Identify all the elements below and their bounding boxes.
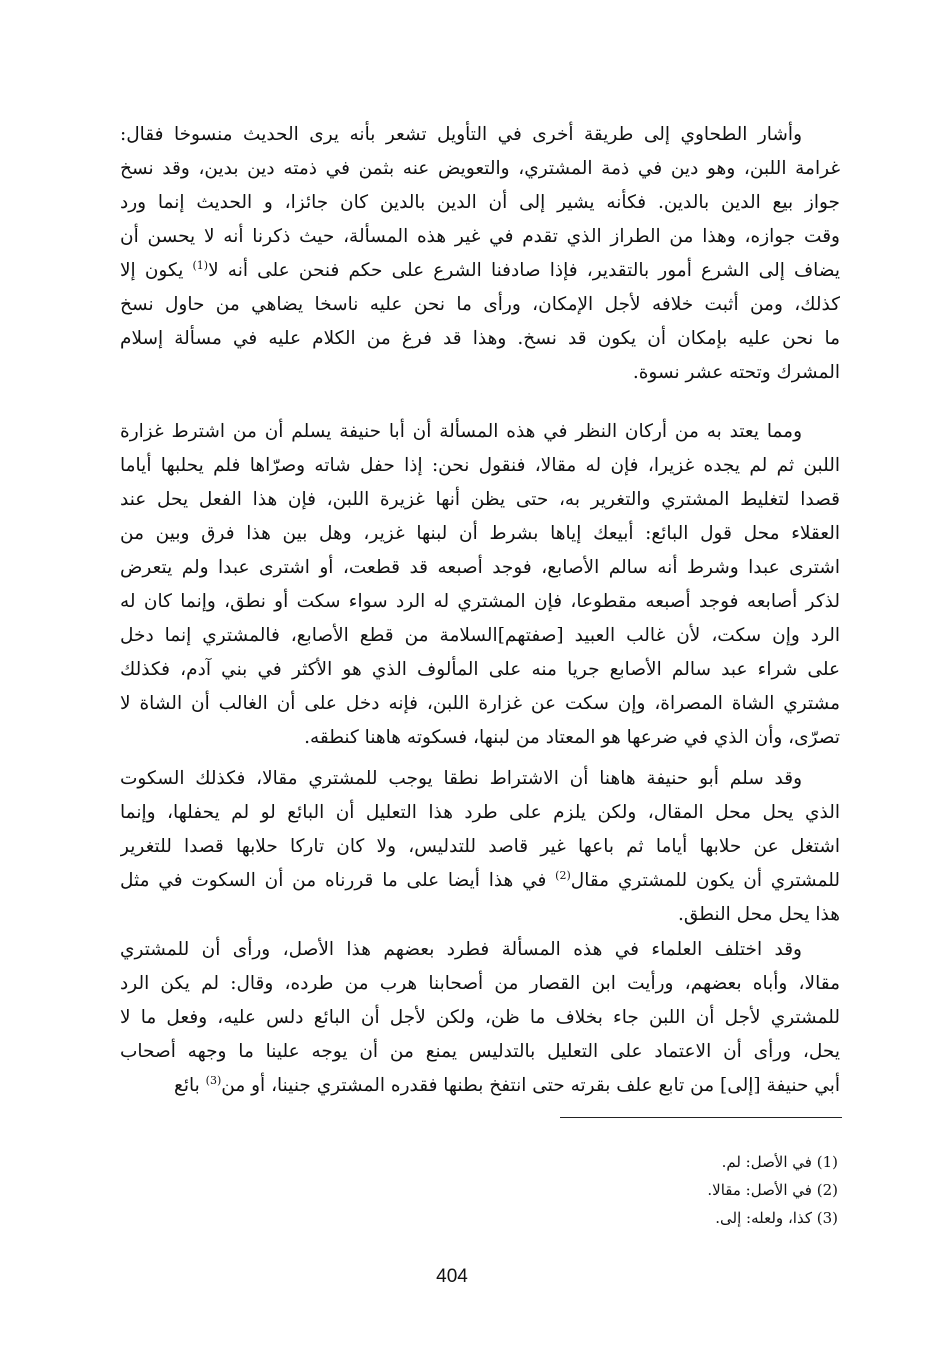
line-text: وأشار الطحاوي إلى طريقة أخرى في التأويل تشعر بأنه يرى الحديث منسوخا فقال: bbox=[120, 124, 802, 145]
text-line bbox=[120, 356, 840, 390]
line-text: مشتري الشاة المصراة، وإن سكت عن غزارة اللبن، فإنه دخل على أن الغالب أن الشاة لا bbox=[120, 693, 840, 714]
text-line bbox=[120, 967, 840, 1001]
line-text: كذلك، ومن أثبت خلافه لأجل الإمكان، ورأى ما نحن عليه ناسخا يضاهي من حاول نسخ bbox=[120, 294, 840, 315]
paragraph-1 bbox=[120, 118, 840, 390]
line-text: الرد وإن سكت، لأن غالب العبيد [صفتهم]السلامة من قطع الأصابع، فالمشتري إنما دخل bbox=[120, 625, 840, 646]
text-line bbox=[120, 796, 840, 830]
footnote-marker: (3) bbox=[205, 1073, 222, 1087]
line-text: وقت جوازه، وهذا من الطراز الذي تقدم في غير هذه المسألة، حيث ذكرنا أنه لا يحسن أن bbox=[120, 226, 840, 247]
line-text: اللبن ثم لم يجده غزيرا، فإن له مقالا، فنقول نحن: إذا حفل شاته وصرّاها فلم يحلبها أياما bbox=[120, 455, 840, 476]
line-text: غرامة اللبن، وهو دين في ذمة المشتري، والتعويض عنه بثمن في ذمته دين بدين، وقد نسخ bbox=[120, 158, 840, 179]
text-line bbox=[120, 898, 840, 932]
line-text: ومما يعتد به من أركان النظر في هذه المسألة أن أبا حنيفة يسلم أن من اشترط غزارة bbox=[120, 421, 802, 442]
line-text: هذا يحل محل النطق. bbox=[677, 904, 840, 925]
text-line bbox=[120, 864, 840, 898]
paragraph-2 bbox=[120, 415, 840, 755]
footnote-1: (1) في الأصل: لم. bbox=[721, 1153, 838, 1171]
line-text: للمشتري أن يكون للمشتري مقال bbox=[570, 870, 840, 891]
text-line bbox=[120, 1035, 840, 1069]
paragraph-3 bbox=[120, 762, 840, 932]
text-line bbox=[120, 830, 840, 864]
line-text: يكون إلا bbox=[120, 260, 193, 281]
text-line bbox=[120, 254, 840, 288]
text-line bbox=[120, 118, 840, 152]
page-number: 404 bbox=[436, 1266, 468, 1287]
footnote-marker: (1) bbox=[192, 258, 209, 272]
line-text: الذي يحل محل المقال، ولكن يلزم على طرد هذا التعليل أن البائع لو لم يحفلها، وإنما bbox=[120, 802, 840, 823]
footnote-3: (3) كذا، ولعله: إلى. bbox=[715, 1209, 838, 1227]
text-line bbox=[120, 483, 840, 517]
line-text: العقلاء محل قول البائع: أبيعك إياها بشرط أن لبنها غزير، وهل بين هذا فرق وبين من bbox=[120, 523, 840, 544]
line-text: يضاف إلى الشرع أمور بالتقدير، فإذا صادفنا الشرع على حكم فنحن على أنه لا bbox=[208, 260, 840, 281]
line-text: يحل، ورأى أن الاعتماد على التعليل بالتدليس يمنع من أن يوجه علينا ما وجهه أصحاب bbox=[120, 1041, 840, 1062]
line-text: للمشتري لأجل أن اللبن جاء بخلاف ما ظن، ولكن لأجل أن البائع دلس عليه، وفعل ما لا bbox=[120, 1007, 840, 1028]
text-line bbox=[120, 288, 840, 322]
footnotes bbox=[707, 1148, 838, 1232]
text-line bbox=[120, 322, 840, 356]
text-line bbox=[120, 517, 840, 551]
line-text: تصرّى، وأن الذي في ضرعها هو المعتاد من لبنها، فسكوته هاهنا كنطقه. bbox=[304, 727, 840, 748]
line-text: لذكر أصابعه فوجد أصبعه مقطوعا، فإن المشتري له الرد سواء سكت أو نطق، وإنما كان له bbox=[120, 591, 840, 612]
line-text: جواز بيع الدين بالدين. فكأنه يشير إلى أن الدين بالدين كان جائزا، و الحديث إنما ورد bbox=[120, 192, 840, 213]
text-line bbox=[120, 415, 840, 449]
text-line bbox=[120, 152, 840, 186]
line-text: المشرك وتحته عشر نسوة. bbox=[632, 362, 840, 383]
line-text: قصدا لتغليط المشتري والتغرير به، حتى يظن أنها غزيرة اللبن، فإن هذا الفعل يحل عند bbox=[120, 489, 840, 510]
text-line bbox=[120, 449, 840, 483]
footnote-marker: (2) bbox=[555, 868, 571, 882]
line-text: وقد سلم أبو حنيفة هاهنا أن الاشتراط نطقا يوجب للمشتري مقالا، فكذلك السكوت bbox=[120, 768, 802, 789]
text-line bbox=[120, 933, 840, 967]
line-text: وقد اختلف العلماء في هذه المسألة فطرد بعضهم هذا الأصل، ورأى أن للمشتري bbox=[120, 939, 802, 960]
line-text: مقالا، وأباه بعضهم، ورأيت ابن القصار من أصحابنا هرب من طرده، وقال: لم يكن الرد bbox=[120, 973, 840, 994]
line-text: أبي حنيفة [إلى] من تابع علف بقرته حتى انتفخ بطنها فقدره المشتري جنينا، أو من bbox=[221, 1075, 840, 1096]
footnote-separator bbox=[560, 1117, 842, 1118]
text-line bbox=[120, 1001, 840, 1035]
text-line bbox=[120, 619, 840, 653]
footnote-2: (2) في الأصل: مقالا. bbox=[707, 1181, 838, 1199]
text-line bbox=[120, 721, 840, 755]
line-text: ما نحن عليه بإمكان أن يكون قد نسخ. وهذا قد فرغ من الكلام عليه في مسألة إسلام bbox=[120, 328, 840, 349]
line-text: اشترى عبدا وشرط أنه سالم الأصابع، فوجد أصبعه قد قطعت، أو اشترى عبدا ولم يتعرض bbox=[120, 557, 840, 578]
text-line bbox=[120, 1069, 840, 1103]
line-text: بائع bbox=[173, 1075, 206, 1096]
paragraph-4 bbox=[120, 933, 840, 1103]
text-line bbox=[120, 186, 840, 220]
line-text: على شراء عبد سالم الأصابع جريا منه على المألوف الذي هو الأكثر في بني آدم، فكذلك bbox=[120, 659, 840, 680]
text-line bbox=[120, 762, 840, 796]
line-text: في هذا أيضا على ما قررناه من أن السكوت في مثل bbox=[120, 870, 556, 891]
text-line bbox=[120, 585, 840, 619]
text-line bbox=[120, 687, 840, 721]
text-line bbox=[120, 653, 840, 687]
text-line bbox=[120, 551, 840, 585]
text-line bbox=[120, 220, 840, 254]
line-text: اشتغل عن حلابها أياما ثم باعها غير قاصد للتدليس، ولا كان تاركا حلابها قصدا للتغرير bbox=[120, 836, 840, 857]
